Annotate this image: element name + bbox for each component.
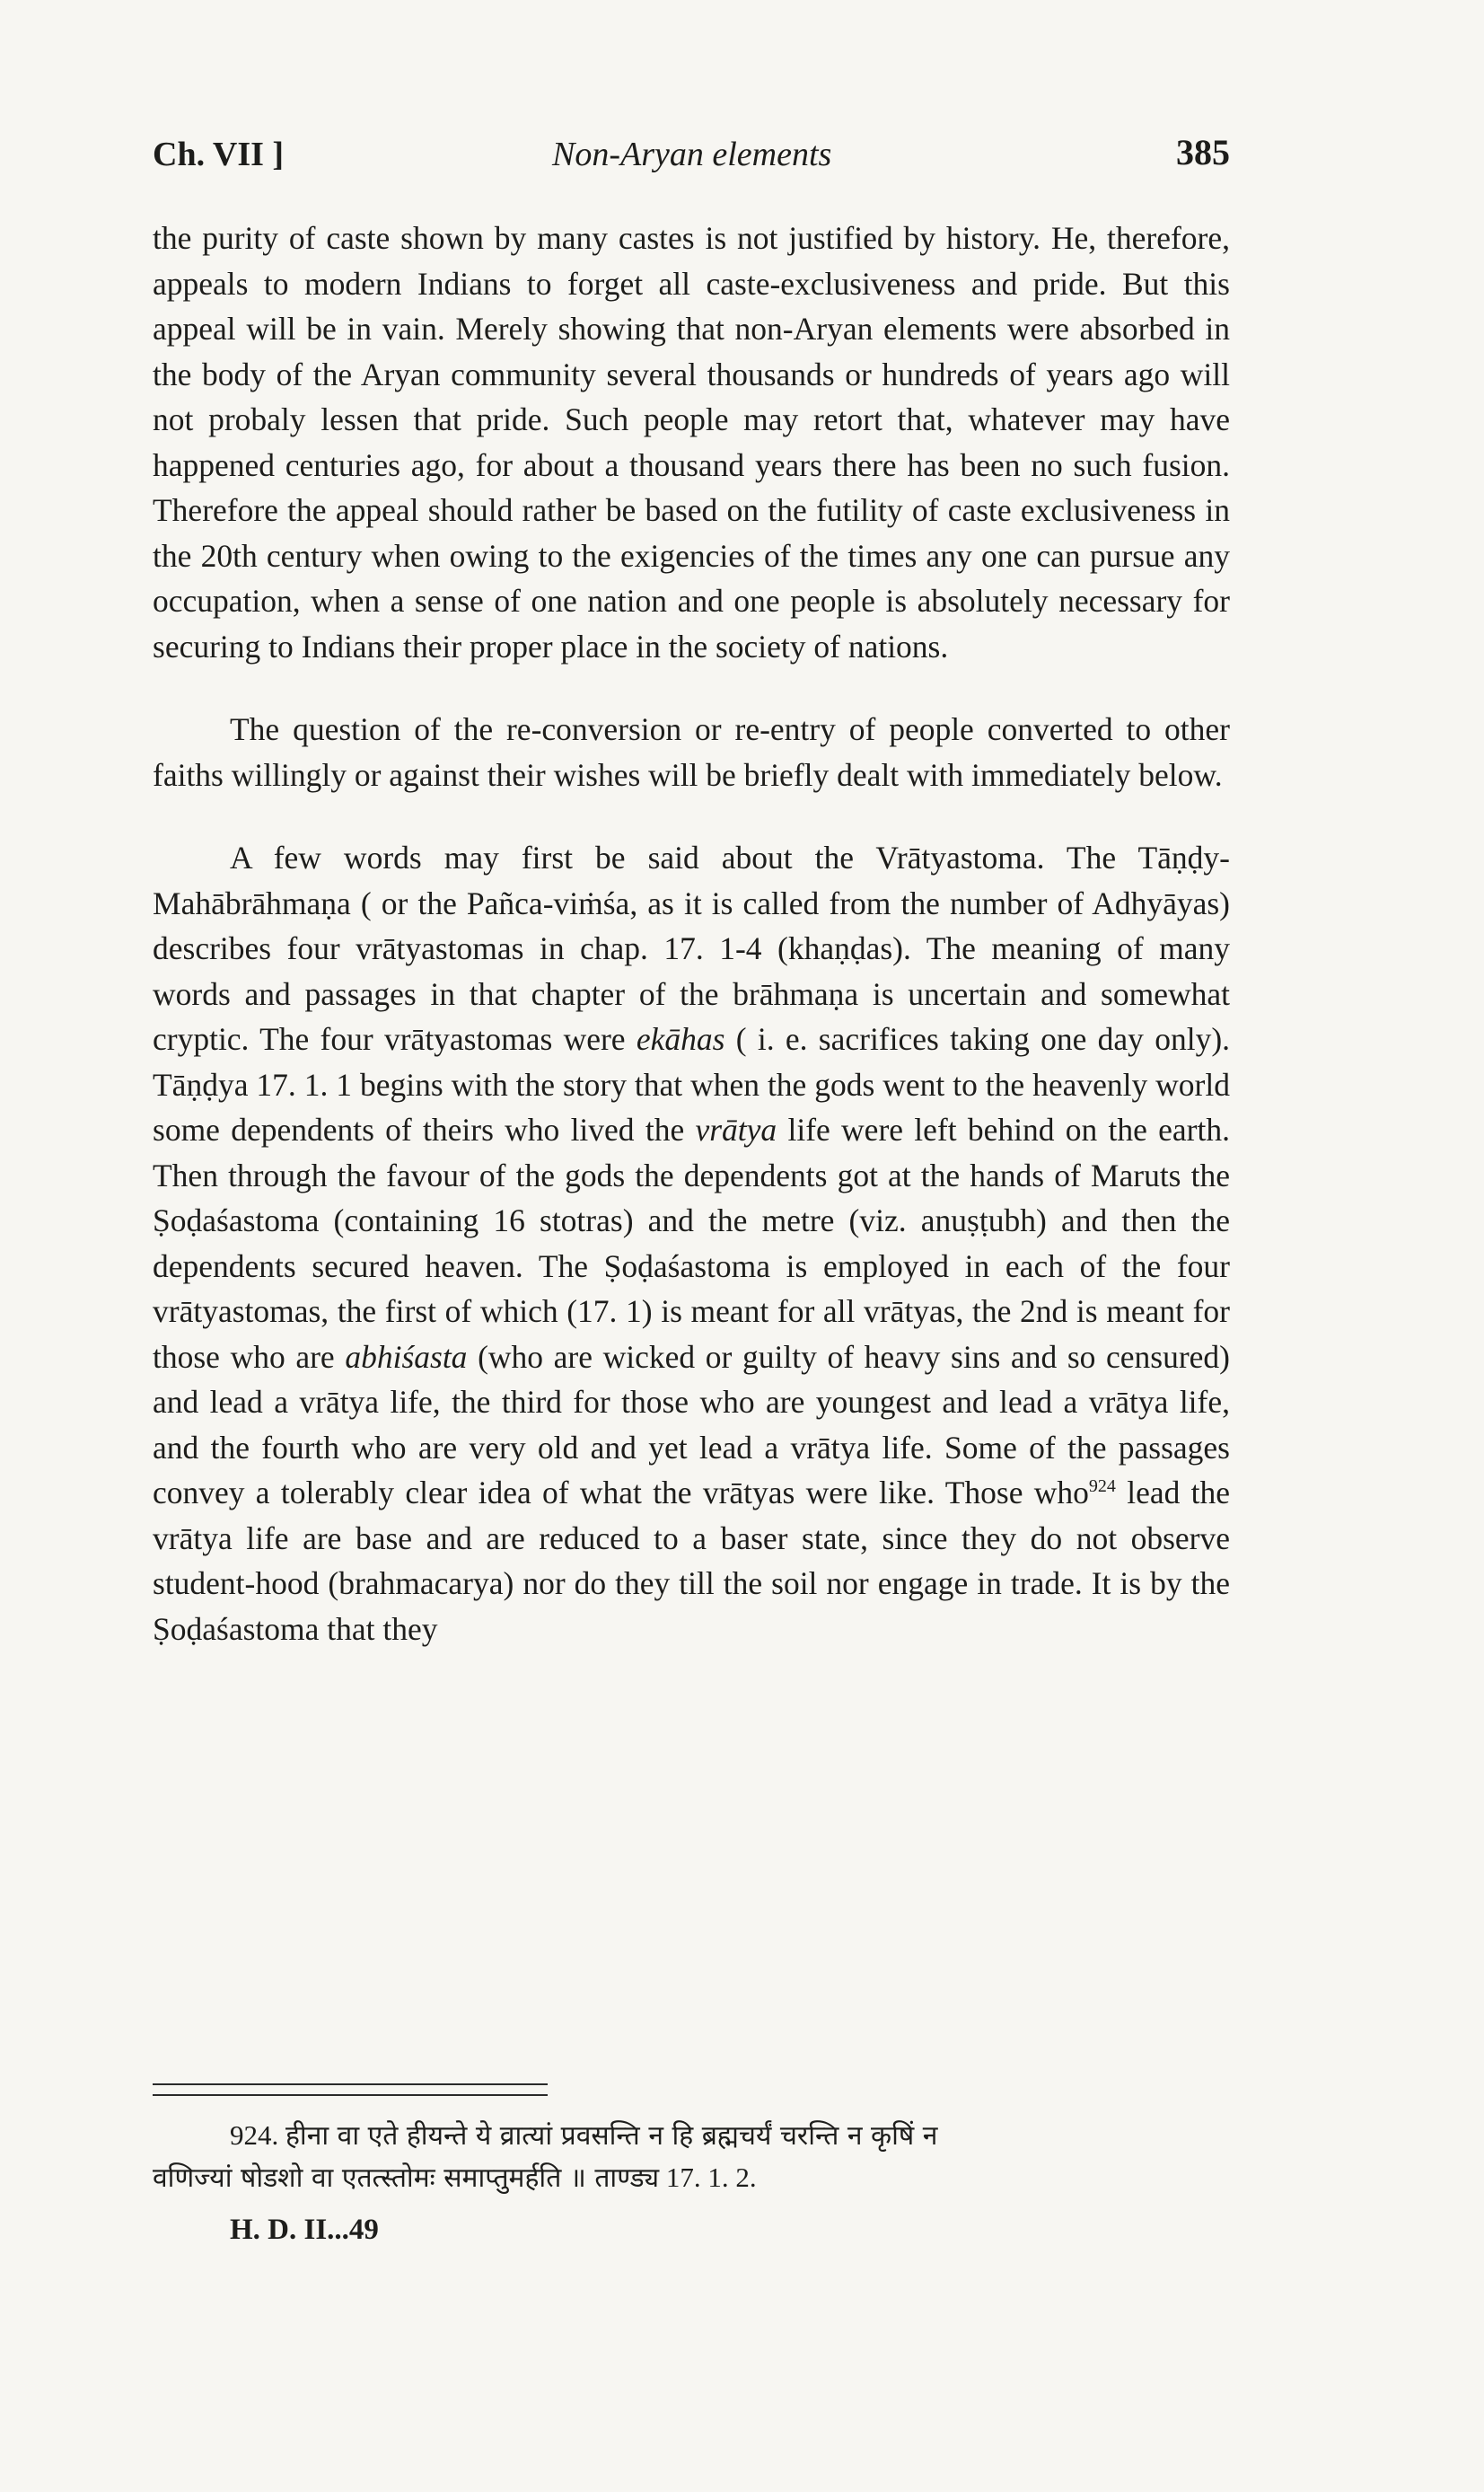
paragraph-text: life were left behind on the earth. Then through the favour of the gods the dependents got at the hands of Maruts the Ṣoḍaśastoma (containing 16 stotras) and the metre (viz. anuṣṭubh) and then the dependents secured heaven. The Ṣoḍaśastoma is employed in each of the four vrātyastomas, the first of which (17. 1) is meant for all vrātyas, the 2nd is meant for those who are	[153, 1112, 1230, 1375]
footnote-sanskrit: हीना वा एते हीयन्ते ये व्रात्यां प्रवसन्ति न हि ब्रह्मचर्यं चरन्ति न कृषिं न	[285, 2120, 938, 2152]
footnote-sanskrit: वणिज्यां षोडशो वा एतत्स्तोमः समाप्तुमर्हति ॥ ताण्ड्य	[153, 2162, 660, 2194]
footnote-citation: 17. 1. 2.	[665, 2162, 757, 2193]
printer-signature-mark: H. D. II...49	[230, 2214, 379, 2246]
footnote-area	[153, 2115, 1230, 2199]
footnote-separator	[153, 2083, 548, 2096]
paragraph-text: lead the vrātya life are base and are reduced to a baser state, since they do not observe student-hood (brahmacarya) nor do they till the soil nor engage in trade. It is by the Ṣoḍaśastoma that they	[153, 1475, 1231, 1647]
footnote-line	[153, 2157, 1230, 2199]
paragraph-text: ( i. e. sacrifices taking one day only). Tāṇḍya 17. 1. 1 begins with the story that when the gods went to the heavenly world some dependents of theirs who lived the	[153, 1021, 1231, 1148]
paragraph-text: A few words may first be said about the Vrātyastoma. The Tāṇḍy-Mahābrāhmaṇa ( or the Pañca-viṁśa, as it is called from the number of Adhyāyas) describes four vrātyastomas in chap. 17. 1-4 (khaṇḍas). The meaning of many words and passages in that chapter of the brāhmaṇa is uncertain and somewhat cryptic. The four vrātyastomas were	[153, 840, 1230, 1057]
footnote-reference: 924	[1088, 1476, 1116, 1497]
paragraph-reconversion: The question of the re-conversion or re-entry of people converted to other faiths willingly or against their wishes will be briefly dealt with immediately below.	[153, 711, 1230, 793]
italic-term-vratya: vrātya	[695, 1112, 777, 1148]
paragraph-text: (who are wicked or guilty of heavy sins and so censured) and lead a vrātya life, the third for those who are youngest and lead a vrātya life, and the fourth who are very old and yet lead a vrātya life. Some of the passages convey a tolerably clear idea of what the vrātyas were like. Those who	[153, 1338, 1231, 1510]
body-text	[153, 216, 1230, 1651]
footnote-number: 924.	[230, 2119, 279, 2151]
page-header	[153, 132, 1230, 189]
running-title: Non-Aryan elements	[552, 136, 832, 173]
italic-term-ekahas: ekāhas	[636, 1021, 725, 1057]
paragraph-vratyastoma	[153, 835, 1230, 1651]
paragraph-continued: the purity of caste shown by many castes is not justified by history. He, therefore, appeals to modern Indians to forget all caste-exclusiveness and pride. But this appeal will be in vain. Merely showing that non-Aryan elements were absorbed in the body of the Aryan community several thousands or hundreds of years ago will not probaly lessen that pride. Such people may retort that, whatever may have happened centuries ago, for about a thousand years there has been no such fusion. Therefore the appeal should rather be based on the futility of caste exclusiveness in the 20th century when owing to the exigencies of the times any one can pursue any occupation, when a sense of one nation and one people is absolutely necessary for securing to Indians their proper place in the society of nations.	[153, 220, 1230, 665]
chapter-label: Ch. VII ]	[153, 136, 285, 173]
page-number: 385	[1176, 132, 1230, 172]
footnote-line	[153, 2115, 1230, 2157]
italic-term-abhisasta: abhiśasta	[345, 1338, 468, 1375]
